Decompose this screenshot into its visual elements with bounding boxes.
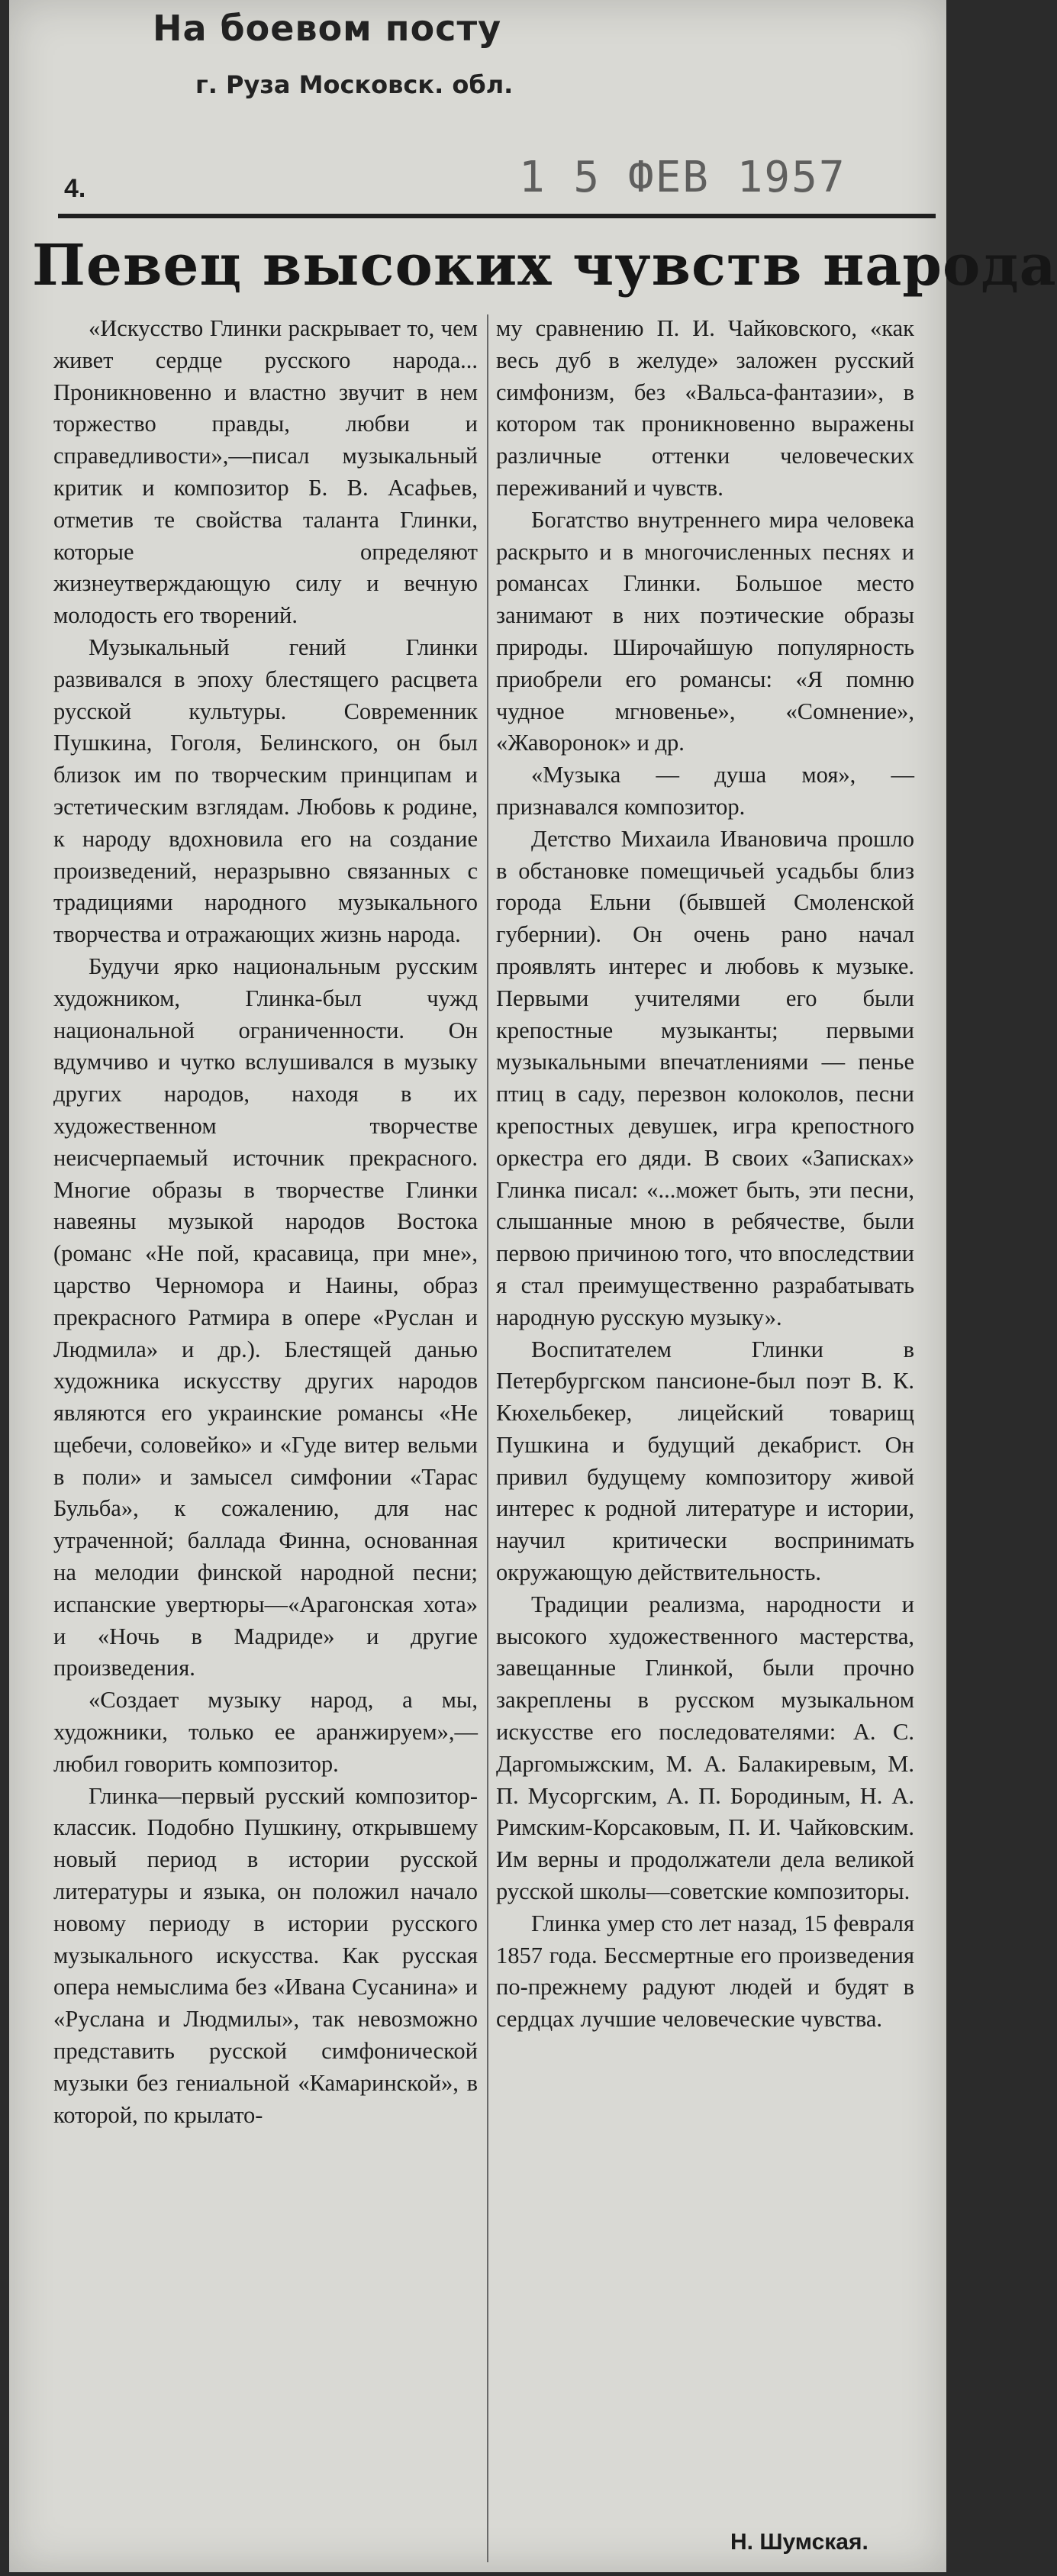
paragraph: Глинка умер сто лет назад, 15 февраля 1857 года. Бессмертные его произведения по-прежнему радуют людей и будят в сердцах лучшие человеческие чувства.	[496, 1910, 914, 2033]
paragraph: Воспитателем Глинки в Петербургском пансионе-был поэт В. К. Кюхельбекер, лицейский товарищ Пушкина и будущий декабрист. Он привил будущему композитору живой интерес к родной литературе и истории, научил критически воспринимать окружающую действительность.	[496, 1336, 914, 1586]
paragraph: Глинка—первый русский композитор-классик. Подобно Пушкину, открывшему новый период в истории русской литературы и языка, он положил начало новому периоду в истории русского музыкального искусства. Как русская опера немыслима без «Ивана Сусанина» и «Руслана и Людмилы», так невозможно представить русской симфонической музыки без гениальной «Камаринской», в которой, по крылато-	[53, 1782, 478, 2128]
paragraph-continuation: му сравнению П. И. Чайковского, «как весь дуб в желуде» заложен русский симфонизм, без «Вальса-фантазии», в котором так проникновенно выражены различные оттенки человеческих переживаний и чувств.	[496, 315, 914, 501]
article-headline: Певец высоких чувств народа	[32, 233, 1057, 298]
paragraph: Традиции реализма, народности и высокого художественного мастерства, завещанные Глинкой, были прочно закреплены в русском музыкальном искусстве его последователями: А. С. Даргомыжским, М. А. Балакиревым, М. П. Мусоргским, А. П. Бородиным, Н. А. Римским-Корсаковым, П. И. Чайковским. Им верны и продолжатели дела великой русской школы—советские композиторы.	[496, 1591, 914, 1905]
paragraph: «Искусство Глинки раскрывает то, чем живет сердце русского народа... Проникновенно и властно звучит в нем торжество правды, любви и справедливости»,—писал музыкальный критик и композитор Б. В. Асафьев, отметив те свойства таланта Глинки, которые определяют жизнеутверждающую силу и вечную молодость его творений.	[53, 315, 478, 629]
paragraph: Богатство внутреннего мира человека раскрыто и в многочисленных песнях и романсах Глинки. Большое место занимают в них поэтические образы природы. Широчайшую популярность приобрели его романсы: «Я помню чудное мгновенье», «Сомнение», «Жаворонок» и др.	[496, 506, 914, 756]
newspaper-clipping	[9, 0, 1057, 2572]
article-column-right	[496, 313, 914, 2036]
date-stamp: 1 5 ФЕВ 1957	[519, 153, 846, 202]
newspaper-location: г. Руза Московск. обл.	[195, 70, 514, 99]
paragraph: «Музыка — душа моя», — признавался композитор.	[496, 762, 914, 820]
paragraph: Детство Михаила Ивановича прошло в обстановке помещичьей усадьбы близ города Ельни (бывшей Смоленской губернии). Он очень рано начал проявлять интерес и любовь к музыке. Первыми учителями его были крепостные музыканты; первыми музыкальными впечатлениями — пенье птиц в саду, перезвон колоколов, песни крепостных девушек, игра крепостного оркестра его дяди. В своих «Записках» Глинка писал: «...может быть, эти песни, слышанные мною в ребячестве, были первою причиною того, что впоследствии я стал преимущественно разрабатывать народную русскую музыку».	[496, 825, 914, 1330]
paragraph: «Создает музыку народ, а мы, художники, только ее аранжируем»,—любил говорить композитор.	[53, 1687, 478, 1777]
newspaper-name: На боевом посту	[153, 8, 502, 49]
paragraph: Будучи ярко национальным русским художником, Глинка-был чужд национальной ограниченности. Он вдумчиво и чутко вслушивался в музыку других народов, находя в их художественном творчестве неисчерпаемый источник прекрасного. Многие образы в творчестве Глинки навеяны музыкой народов Востока (романс «Не пой, красавица, при мне», царство Черномора и Наины, образ прекрасного Ратмира в опере «Руслан и Людмила» и др.). Блестящей данью художника искусству других народов являются его украинские романсы «Не щебечи, соловейко» и «Гуде витер вельми в поли» и замысел симфонии «Тарас Бульба», к сожалению, для нас утраченной; баллада Финна, основанная на мелодии финской народной песни; испанские увертюры—«Арагонская хота» и «Ночь в Мадриде» и другие произведения.	[53, 953, 478, 1681]
header-rule	[58, 214, 936, 218]
author-signature: Н. Шумская.	[730, 2529, 868, 2555]
article-column-left	[53, 313, 478, 2131]
paragraph: Музыкальный гений Глинки развивался в эпоху блестящего расцвета русской культуры. Современник Пушкина, Гоголя, Белинского, он был близок им по творческим принципам и эстетическим взглядам. Любовь к родине, к народу вдохновила его на создание произведений, неразрывно связанных с традициями народного музыкального творчества и отражающих жизнь народа.	[53, 634, 478, 948]
column-divider	[487, 314, 488, 2562]
page-number: 4.	[64, 174, 86, 203]
